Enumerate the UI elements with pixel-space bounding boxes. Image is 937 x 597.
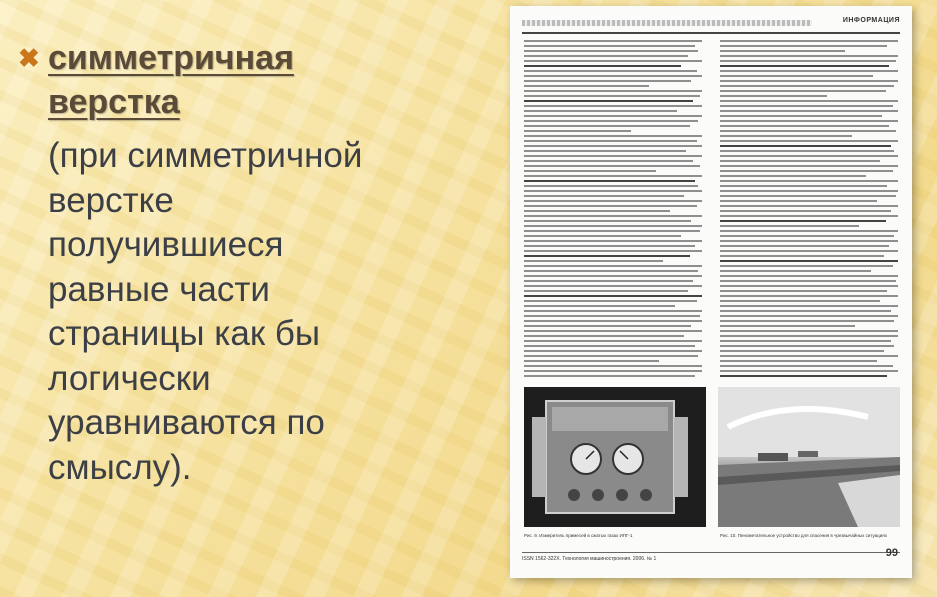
text-line bbox=[720, 365, 893, 367]
text-line bbox=[720, 160, 880, 162]
text-line bbox=[720, 195, 896, 197]
text-line bbox=[720, 180, 898, 182]
body-line: логически bbox=[48, 358, 211, 398]
text-line bbox=[720, 120, 898, 122]
text-line bbox=[720, 165, 898, 167]
text-line bbox=[524, 315, 700, 317]
text-line bbox=[720, 110, 898, 112]
text-line bbox=[720, 205, 898, 207]
text-line bbox=[524, 185, 698, 187]
bullet-heading bbox=[48, 36, 294, 124]
text-line bbox=[720, 220, 886, 222]
text-line bbox=[720, 225, 859, 227]
text-line bbox=[524, 275, 702, 277]
text-line bbox=[524, 40, 702, 42]
text-line bbox=[524, 360, 659, 362]
footer-text: ISSN 1562-322X. Технология машиностроения. 2006. № 1 bbox=[522, 556, 657, 562]
text-line bbox=[524, 100, 693, 102]
text-line bbox=[720, 50, 845, 52]
text-line bbox=[524, 245, 695, 247]
text-line bbox=[524, 285, 702, 287]
text-line bbox=[720, 375, 887, 377]
text-line bbox=[720, 260, 898, 262]
text-line bbox=[524, 225, 702, 227]
text-line bbox=[720, 280, 896, 282]
text-line bbox=[524, 320, 702, 322]
text-line bbox=[720, 350, 884, 352]
text-line bbox=[524, 345, 695, 347]
text-line bbox=[720, 270, 871, 272]
body-line: верстке bbox=[48, 180, 174, 220]
text-line bbox=[524, 305, 675, 307]
text-line bbox=[720, 125, 889, 127]
text-line bbox=[720, 115, 882, 117]
text-line bbox=[524, 175, 702, 177]
text-line bbox=[720, 190, 898, 192]
text-line bbox=[524, 310, 702, 312]
text-line bbox=[720, 135, 852, 137]
text-line bbox=[524, 220, 691, 222]
text-line bbox=[524, 55, 688, 57]
text-line bbox=[524, 195, 684, 197]
text-line bbox=[720, 355, 898, 357]
text-line bbox=[524, 290, 688, 292]
body-line: равные части bbox=[48, 269, 270, 309]
text-line bbox=[524, 355, 698, 357]
text-line bbox=[524, 120, 698, 122]
text-line bbox=[524, 50, 698, 52]
text-line bbox=[720, 250, 898, 252]
body-line: страницы как бы bbox=[48, 314, 321, 353]
text-line bbox=[720, 65, 889, 67]
text-line bbox=[524, 265, 702, 267]
text-line bbox=[720, 255, 884, 257]
text-column-right bbox=[720, 40, 898, 380]
text-line bbox=[524, 45, 695, 47]
heading-line-2: верстка bbox=[48, 83, 180, 121]
text-line bbox=[720, 235, 894, 237]
magazine-page-image bbox=[510, 6, 912, 578]
text-line bbox=[720, 360, 877, 362]
text-line bbox=[720, 315, 898, 317]
heading-line-1: симметричная bbox=[48, 39, 294, 77]
caption-right: Рис. 10. Пенометательное устройство для спасения в чрезвычайных ситуациях bbox=[720, 533, 887, 538]
text-line bbox=[720, 370, 898, 372]
text-line bbox=[720, 100, 898, 102]
text-line bbox=[720, 275, 898, 277]
text-line bbox=[524, 75, 702, 77]
text-line bbox=[524, 60, 702, 62]
text-line bbox=[720, 95, 827, 97]
text-line bbox=[720, 80, 898, 82]
text-line bbox=[720, 85, 894, 87]
text-line bbox=[720, 130, 896, 132]
text-line bbox=[720, 75, 873, 77]
page-footer bbox=[522, 547, 900, 567]
caption-left: Рис. 9. Измеритель примесей в сжатых газах ИПГ-1 bbox=[524, 533, 633, 538]
text-line bbox=[524, 280, 693, 282]
text-line bbox=[524, 340, 702, 342]
text-line bbox=[524, 330, 702, 332]
text-line bbox=[720, 295, 898, 297]
body-line: смыслу). bbox=[48, 447, 192, 487]
rescue-illustration bbox=[718, 387, 900, 527]
text-line bbox=[524, 190, 702, 192]
text-line bbox=[524, 65, 681, 67]
text-line bbox=[720, 265, 893, 267]
text-line bbox=[524, 295, 702, 297]
rescue-scene-photo bbox=[718, 387, 900, 527]
text-line bbox=[720, 290, 887, 292]
text-line bbox=[524, 200, 702, 202]
text-line bbox=[524, 255, 690, 257]
text-line bbox=[720, 45, 887, 47]
text-line bbox=[524, 140, 697, 142]
text-line bbox=[524, 205, 697, 207]
text-line bbox=[524, 145, 702, 147]
text-line bbox=[524, 70, 697, 72]
text-column-left bbox=[524, 40, 702, 380]
text-line bbox=[720, 150, 894, 152]
text-line bbox=[524, 335, 684, 337]
text-line bbox=[524, 150, 686, 152]
text-line bbox=[524, 95, 700, 97]
device-illustration bbox=[524, 387, 706, 527]
text-line bbox=[524, 105, 702, 107]
bullet-block bbox=[18, 36, 488, 490]
x-bullet-icon: ✖ bbox=[18, 43, 40, 73]
text-line bbox=[524, 235, 681, 237]
text-line bbox=[524, 210, 670, 212]
text-line bbox=[524, 135, 702, 137]
body-line: уравниваются по bbox=[48, 403, 325, 442]
bullet-body bbox=[48, 134, 488, 490]
text-line bbox=[524, 370, 702, 372]
page-number: 99 bbox=[885, 547, 898, 559]
text-line bbox=[720, 320, 894, 322]
text-line bbox=[524, 110, 677, 112]
text-line bbox=[720, 345, 894, 347]
body-line: получившиеся bbox=[48, 225, 284, 264]
text-line bbox=[720, 140, 898, 142]
text-line bbox=[720, 310, 891, 312]
text-line bbox=[720, 40, 898, 42]
text-line bbox=[720, 185, 887, 187]
text-line bbox=[720, 335, 898, 337]
text-line bbox=[524, 90, 702, 92]
text-line bbox=[720, 90, 886, 92]
text-line bbox=[720, 215, 898, 217]
text-line bbox=[720, 240, 898, 242]
text-line bbox=[720, 230, 898, 232]
text-line bbox=[524, 165, 700, 167]
text-line bbox=[720, 300, 880, 302]
text-line bbox=[524, 300, 697, 302]
text-line bbox=[720, 145, 891, 147]
text-line bbox=[720, 170, 893, 172]
text-line bbox=[524, 85, 649, 87]
text-line bbox=[524, 130, 631, 132]
text-line bbox=[524, 125, 690, 127]
text-line bbox=[720, 70, 898, 72]
bullet-row bbox=[18, 36, 488, 124]
text-line bbox=[720, 305, 898, 307]
text-line bbox=[524, 155, 702, 157]
text-line bbox=[524, 270, 698, 272]
text-line bbox=[720, 105, 893, 107]
text-line bbox=[720, 245, 889, 247]
text-line bbox=[720, 175, 866, 177]
text-line bbox=[524, 160, 693, 162]
page-header-label: ИНФОРМАЦИЯ bbox=[842, 17, 900, 24]
text-line bbox=[720, 200, 877, 202]
text-line bbox=[524, 375, 695, 377]
text-line bbox=[524, 180, 695, 182]
text-line bbox=[524, 230, 700, 232]
text-line bbox=[720, 325, 855, 327]
text-line bbox=[524, 115, 702, 117]
text-line bbox=[524, 250, 702, 252]
text-line bbox=[524, 80, 691, 82]
text-line bbox=[524, 170, 656, 172]
body-line: (при симметричной bbox=[48, 136, 363, 175]
device-photo bbox=[524, 387, 706, 527]
text-line bbox=[720, 330, 898, 332]
text-line bbox=[524, 350, 702, 352]
text-line bbox=[720, 55, 898, 57]
text-line bbox=[524, 365, 702, 367]
text-line bbox=[524, 260, 663, 262]
text-line bbox=[524, 325, 691, 327]
page-header-bar bbox=[522, 20, 812, 26]
text-line bbox=[524, 215, 702, 217]
text-line bbox=[720, 155, 898, 157]
page-header bbox=[522, 16, 900, 34]
text-line bbox=[720, 60, 896, 62]
text-line bbox=[720, 210, 891, 212]
text-line bbox=[720, 285, 898, 287]
text-line bbox=[720, 340, 891, 342]
text-line bbox=[524, 240, 702, 242]
